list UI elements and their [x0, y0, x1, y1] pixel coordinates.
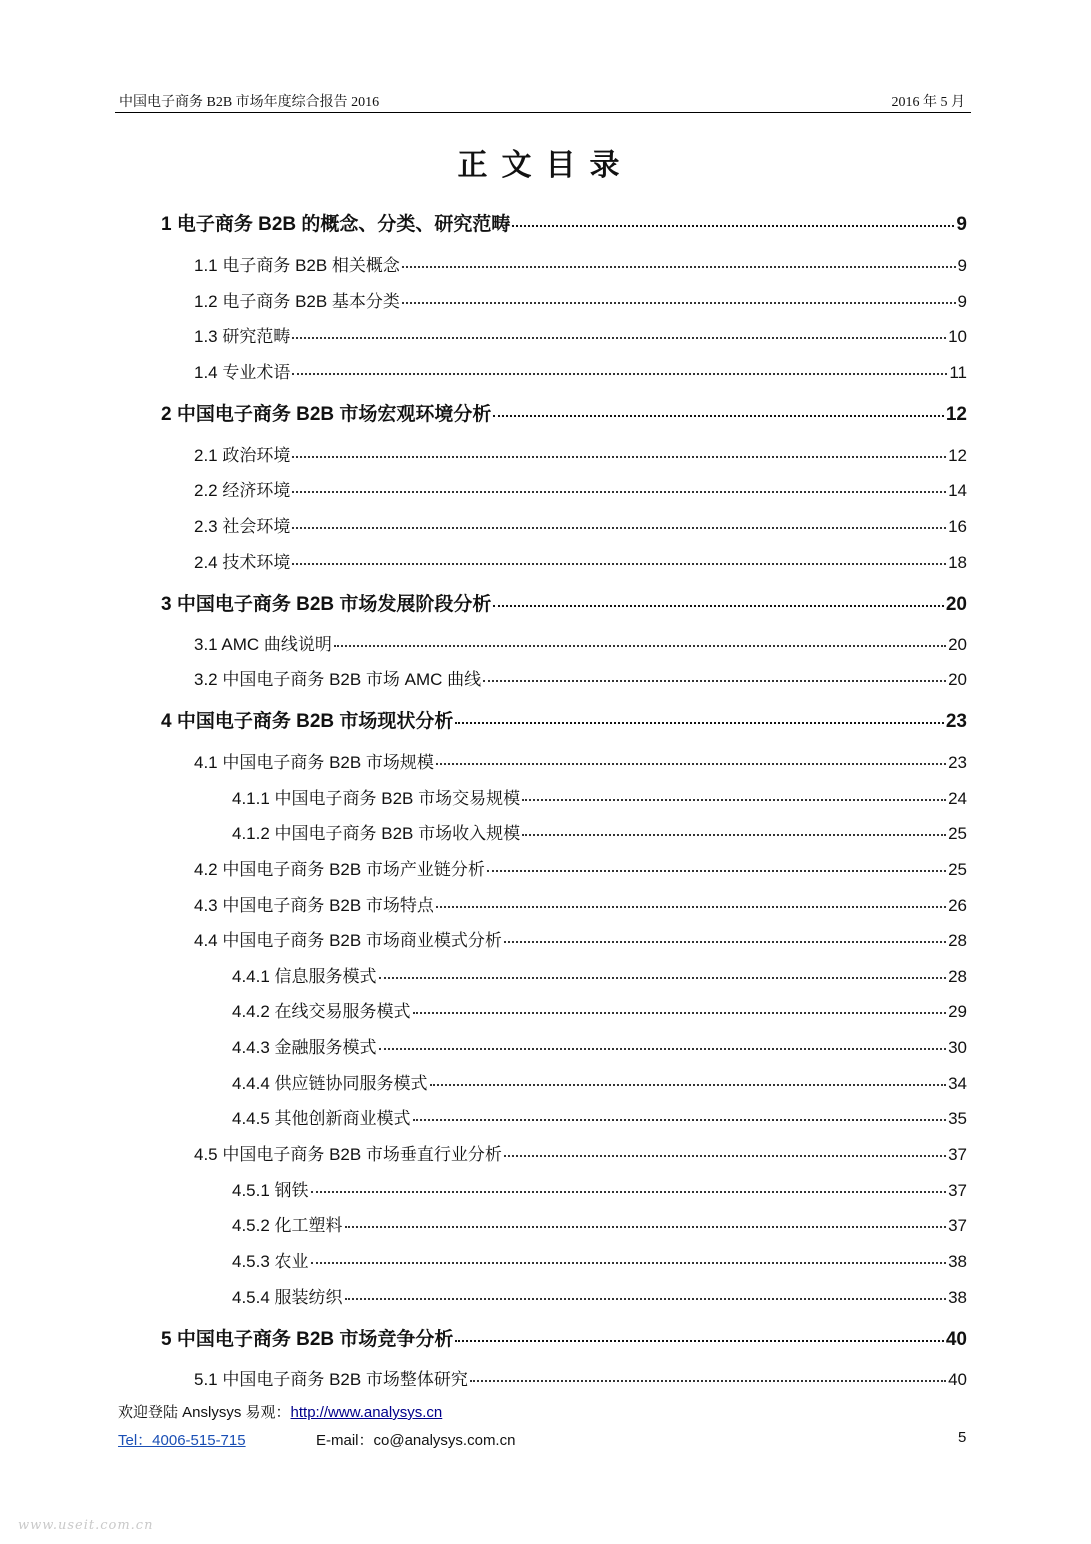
page-header	[115, 88, 971, 113]
toc-entry[interactable]	[194, 926, 967, 951]
toc-entry-page: 12	[945, 404, 967, 425]
toc-dot-leader	[379, 977, 947, 979]
footer-email: E-mail：co@analysys.com.cn	[316, 1432, 516, 1449]
toc-entry-title: 1.1 电子商务 B2B 相关概念	[194, 256, 400, 275]
page-number: 5	[958, 1429, 967, 1446]
toc-dot-leader	[292, 456, 946, 458]
toc-dot-leader	[455, 722, 943, 724]
toc-entry[interactable]	[194, 891, 967, 916]
toc-entry-title: 3 中国电子商务 B2B 市场发展阶段分析	[161, 594, 492, 615]
toc-dot-leader	[311, 1191, 947, 1193]
toc-entry-page: 26	[948, 896, 967, 915]
toc-entry-page: 35	[948, 1109, 967, 1128]
toc-entry[interactable]	[232, 1211, 967, 1236]
toc-entry-page: 37	[948, 1216, 967, 1235]
header-report-title: 中国电子商务 B2B 市场年度综合报告 2016	[119, 95, 380, 110]
toc-entry[interactable]	[232, 997, 967, 1022]
toc-entry-title: 4.1.1 中国电子商务 B2B 市场交易规模	[232, 789, 521, 808]
toc-dot-leader	[470, 1380, 946, 1382]
toc-entry-title: 3.2 中国电子商务 B2B 市场 AMC 曲线	[194, 670, 482, 689]
toc-entry[interactable]	[161, 1324, 967, 1351]
toc-entry-title: 2.3 社会环境	[194, 517, 291, 536]
toc-entry-page: 10	[948, 327, 967, 346]
toc-entry-title: 4.4.3 金融服务模式	[232, 1038, 377, 1057]
toc-entry-page: 40	[945, 1329, 967, 1350]
toc-entry-title: 4.2 中国电子商务 B2B 市场产业链分析	[194, 860, 485, 879]
toc-entry[interactable]	[161, 399, 967, 426]
toc-entry[interactable]	[194, 441, 967, 466]
toc-dot-leader	[504, 1155, 946, 1157]
toc-entry-title: 4.1.2 中国电子商务 B2B 市场收入规模	[232, 824, 521, 843]
toc-entry-page: 28	[948, 967, 967, 986]
toc-entry-title: 1.2 电子商务 B2B 基本分类	[194, 292, 400, 311]
toc-dot-leader	[512, 225, 954, 227]
toc-entry[interactable]	[232, 1176, 967, 1201]
toc-entry-title: 4.5.1 钢铁	[232, 1181, 309, 1200]
toc-entry[interactable]	[232, 1104, 967, 1129]
toc-dot-leader	[311, 1262, 947, 1264]
toc-entry-title: 4.4.2 在线交易服务模式	[232, 1002, 411, 1021]
toc-dot-leader	[402, 302, 956, 304]
toc-dot-leader	[345, 1226, 947, 1228]
toc-dot-leader	[455, 1340, 943, 1342]
toc-dot-leader	[504, 941, 946, 943]
toc-entry-page: 20	[948, 670, 967, 689]
toc-entry-page: 9	[956, 214, 967, 235]
toc-entry[interactable]	[194, 322, 967, 347]
toc-dot-leader	[402, 266, 956, 268]
toc-entry-page: 9	[957, 292, 967, 311]
toc-entry-page: 9	[957, 256, 967, 275]
toc-dot-leader	[413, 1012, 947, 1014]
toc-dot-leader	[493, 605, 943, 607]
toc-entry[interactable]	[194, 251, 967, 276]
toc-entry-page: 28	[948, 931, 967, 950]
toc-entry[interactable]	[232, 962, 967, 987]
toc-entry-title: 4 中国电子商务 B2B 市场现状分析	[161, 711, 454, 732]
toc-entry[interactable]	[232, 1069, 967, 1094]
toc-entry-title: 4.4.1 信息服务模式	[232, 967, 377, 986]
toc-entry-title: 2.2 经济环境	[194, 481, 291, 500]
toc-dot-leader	[436, 906, 946, 908]
toc-dot-leader	[292, 373, 947, 375]
toc-dot-leader	[430, 1084, 947, 1086]
toc-entry-page: 23	[945, 711, 967, 732]
footer-phone-link[interactable]: Tel：4006-515-715	[118, 1432, 246, 1449]
toc-entry[interactable]	[194, 287, 967, 312]
toc-entry-title: 4.4.5 其他创新商业模式	[232, 1109, 411, 1128]
toc-entry-page: 40	[948, 1370, 967, 1389]
toc-entry-title: 4.5 中国电子商务 B2B 市场垂直行业分析	[194, 1145, 502, 1164]
toc-entry-page: 37	[948, 1145, 967, 1164]
toc-entry[interactable]	[232, 819, 967, 844]
toc-entry-page: 25	[948, 860, 967, 879]
toc-entry[interactable]	[194, 855, 967, 880]
toc-entry-title: 4.5.2 化工塑料	[232, 1216, 343, 1235]
toc-entry[interactable]	[161, 589, 967, 616]
toc-entry-title: 1 电子商务 B2B 的概念、分类、研究范畴	[161, 214, 511, 235]
toc-entry-title: 4.4 中国电子商务 B2B 市场商业模式分析	[194, 931, 502, 950]
toc-entry-page: 34	[948, 1074, 967, 1093]
toc-entry-page: 18	[948, 553, 967, 572]
page-title: 正文目录	[457, 148, 634, 183]
toc-entry-title: 1.4 专业术语	[194, 363, 291, 382]
toc-entry-title: 4.5.3 农业	[232, 1252, 309, 1271]
toc-entry-page: 29	[948, 1002, 967, 1021]
toc-dot-leader	[413, 1119, 947, 1121]
toc-entry-title: 5 中国电子商务 B2B 市场竞争分析	[161, 1329, 454, 1350]
toc-entry[interactable]	[194, 1365, 967, 1390]
toc-entry-title: 1.3 研究范畴	[194, 327, 291, 346]
toc-entry-page: 11	[949, 363, 967, 382]
toc-entry-title: 2 中国电子商务 B2B 市场宏观环境分析	[161, 404, 492, 425]
toc-entry-title: 2.4 技术环境	[194, 553, 291, 572]
toc-dot-leader	[493, 415, 943, 417]
toc-entry[interactable]	[194, 512, 967, 537]
toc-entry-page: 24	[948, 789, 967, 808]
footer-welcome	[118, 1401, 442, 1422]
toc-entry-title: 2.1 政治环境	[194, 446, 291, 465]
toc-entry-page: 12	[948, 446, 967, 465]
toc-entry[interactable]	[161, 706, 967, 733]
toc-entry-title: 4.1 中国电子商务 B2B 市场规模	[194, 753, 434, 772]
toc-entry[interactable]	[161, 209, 967, 236]
toc-dot-leader	[487, 870, 946, 872]
toc-dot-leader	[334, 645, 946, 647]
watermark: www.useit.com.cn	[18, 1518, 154, 1533]
toc-dot-leader	[379, 1048, 947, 1050]
toc-dot-leader	[292, 337, 946, 339]
toc-entry[interactable]	[194, 548, 967, 573]
toc-entry[interactable]	[232, 1283, 967, 1308]
toc-entry[interactable]	[194, 665, 967, 690]
toc-entry[interactable]	[194, 748, 967, 773]
toc-entry-page: 38	[948, 1288, 967, 1307]
toc-entry-page: 20	[945, 594, 967, 615]
toc-entry-page: 14	[948, 481, 967, 500]
toc-entry-title: 5.1 中国电子商务 B2B 市场整体研究	[194, 1370, 468, 1389]
toc-entry[interactable]	[194, 358, 967, 383]
toc-dot-leader	[522, 799, 946, 801]
toc-dot-leader	[292, 527, 946, 529]
toc-entry-title: 4.5.4 服装纺织	[232, 1288, 343, 1307]
footer-welcome-text: 欢迎登陆 Anslysys 易观：	[118, 1404, 291, 1421]
toc-entry[interactable]	[232, 784, 967, 809]
toc-entry-title: 4.3 中国电子商务 B2B 市场特点	[194, 896, 434, 915]
toc-entry-page: 30	[948, 1038, 967, 1057]
toc-entry-page: 37	[948, 1181, 967, 1200]
toc-entry-page: 38	[948, 1252, 967, 1271]
toc-entry[interactable]	[232, 1247, 967, 1272]
toc-entry-page: 20	[948, 635, 967, 654]
toc-entry[interactable]	[232, 1033, 967, 1058]
toc-entry-page: 23	[948, 753, 967, 772]
toc-entry[interactable]	[194, 630, 967, 655]
toc-dot-leader	[436, 763, 946, 765]
toc-dot-leader	[522, 834, 946, 836]
toc-dot-leader	[483, 680, 946, 682]
toc-entry-page: 25	[948, 824, 967, 843]
toc-entry[interactable]	[194, 476, 967, 501]
toc-entry[interactable]	[194, 1140, 967, 1165]
toc-dot-leader	[292, 563, 946, 565]
toc-dot-leader	[292, 491, 946, 493]
header-date: 2016 年 5 月	[891, 95, 965, 110]
footer-website-link[interactable]: http://www.analysys.cn	[290, 1404, 443, 1421]
toc-entry-title: 4.4.4 供应链协同服务模式	[232, 1074, 428, 1093]
toc-dot-leader	[345, 1298, 947, 1300]
toc-entry-title: 3.1 AMC 曲线说明	[194, 635, 332, 654]
toc-entry-page: 16	[948, 517, 967, 536]
